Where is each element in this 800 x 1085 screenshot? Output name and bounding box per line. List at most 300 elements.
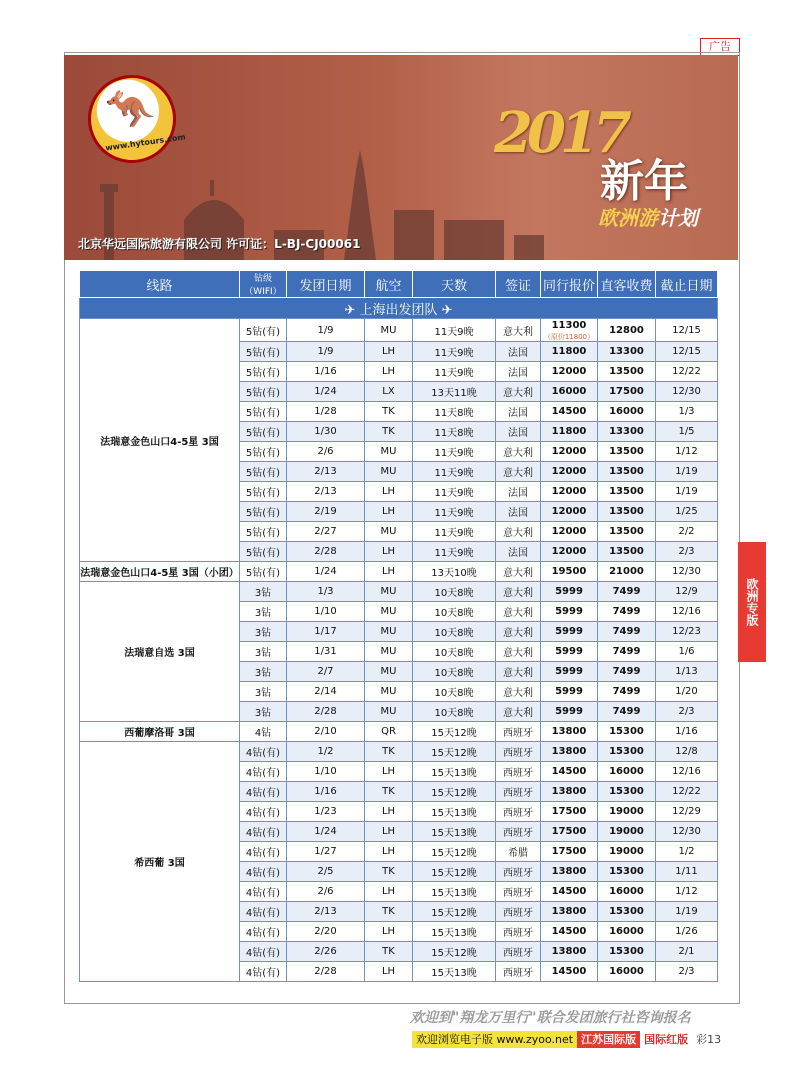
deadline: 12/16 (656, 602, 718, 622)
page-number: 彩13 (696, 1033, 722, 1046)
direct-price: 13500 (598, 462, 656, 482)
airline: LH (365, 362, 413, 382)
visa: 意大利 (496, 642, 541, 662)
deadline: 12/30 (656, 562, 718, 582)
visa: 法国 (496, 542, 541, 562)
duration: 10天8晚 (413, 702, 496, 722)
depart-date: 1/9 (287, 319, 365, 342)
grade: 3钻 (240, 702, 287, 722)
depart-date: 2/28 (287, 702, 365, 722)
deadline: 1/11 (656, 862, 718, 882)
company-logo (88, 75, 187, 163)
visa: 意大利 (496, 382, 541, 402)
direct-price: 15300 (598, 862, 656, 882)
airline: LH (365, 962, 413, 982)
depart-date: 2/13 (287, 902, 365, 922)
airline: MU (365, 622, 413, 642)
banner-plan (598, 202, 698, 231)
grade: 5钻(有) (240, 542, 287, 562)
direct-price: 15300 (598, 942, 656, 962)
duration: 10天8晚 (413, 682, 496, 702)
deadline: 1/2 (656, 842, 718, 862)
duration: 11天8晚 (413, 402, 496, 422)
depart-date: 1/17 (287, 622, 365, 642)
peer-price: 5999 (541, 582, 598, 602)
peer-price: 19500 (541, 562, 598, 582)
airline: LH (365, 502, 413, 522)
airline: TK (365, 402, 413, 422)
peer-price: 13800 (541, 782, 598, 802)
duration: 11天9晚 (413, 482, 496, 502)
table-row[interactable] (80, 742, 718, 762)
direct-price: 15300 (598, 782, 656, 802)
direct-price: 7499 (598, 702, 656, 722)
peer-price: 17500 (541, 802, 598, 822)
visa: 西班牙 (496, 942, 541, 962)
direct-price: 16000 (598, 762, 656, 782)
grade: 5钻(有) (240, 482, 287, 502)
column-header: 线路 (80, 271, 240, 298)
duration: 11天9晚 (413, 362, 496, 382)
airline: MU (365, 582, 413, 602)
deadline: 12/29 (656, 802, 718, 822)
visa: 西班牙 (496, 722, 541, 742)
duration: 11天9晚 (413, 542, 496, 562)
direct-price: 19000 (598, 842, 656, 862)
visa: 西班牙 (496, 742, 541, 762)
grade: 5钻(有) (240, 382, 287, 402)
grade: 5钻(有) (240, 402, 287, 422)
visa: 法国 (496, 402, 541, 422)
airline: TK (365, 942, 413, 962)
grade: 4钻(有) (240, 802, 287, 822)
grade: 3钻 (240, 602, 287, 622)
peer-price: 12000 (541, 522, 598, 542)
banner-year: 2017 (494, 100, 626, 166)
grade: 4钻(有) (240, 822, 287, 842)
grade: 3钻 (240, 682, 287, 702)
visa: 西班牙 (496, 902, 541, 922)
peer-price: 14500 (541, 402, 598, 422)
visa: 西班牙 (496, 862, 541, 882)
grade: 5钻(有) (240, 319, 287, 342)
peer-price: 11800 (541, 342, 598, 362)
depart-date: 2/13 (287, 462, 365, 482)
airline: MU (365, 642, 413, 662)
peer-price: 5999 (541, 602, 598, 622)
visa: 意大利 (496, 442, 541, 462)
depart-date: 2/5 (287, 862, 365, 882)
visa: 希腊 (496, 842, 541, 862)
peer-price: 12000 (541, 502, 598, 522)
airline: LH (365, 882, 413, 902)
deadline: 2/3 (656, 702, 718, 722)
airline: TK (365, 422, 413, 442)
depart-date: 1/28 (287, 402, 365, 422)
deadline: 1/13 (656, 662, 718, 682)
direct-price: 7499 (598, 622, 656, 642)
peer-price: 5999 (541, 642, 598, 662)
direct-price: 16000 (598, 882, 656, 902)
peer-price: 13800 (541, 722, 598, 742)
red-edition-label: 国际红版 (644, 1033, 689, 1046)
deadline: 1/19 (656, 902, 718, 922)
direct-price: 19000 (598, 822, 656, 842)
direct-price: 15300 (598, 722, 656, 742)
duration: 15天12晚 (413, 782, 496, 802)
peer-price: 12000 (541, 482, 598, 502)
section-title: ✈ 上海出发团队 ✈ (80, 298, 718, 319)
route-name[interactable]: 希西葡 3国 (80, 742, 240, 982)
plan-europe: 欧洲游 (598, 206, 658, 230)
airline: LH (365, 342, 413, 362)
peer-price: 13800 (541, 742, 598, 762)
depart-date: 2/10 (287, 722, 365, 742)
direct-price: 12800 (598, 319, 656, 342)
peer-price: 5999 (541, 662, 598, 682)
duration: 11天9晚 (413, 522, 496, 542)
deadline: 1/20 (656, 682, 718, 702)
peer-price: 17500 (541, 842, 598, 862)
deadline: 12/16 (656, 762, 718, 782)
duration: 11天8晚 (413, 422, 496, 442)
deadline: 2/2 (656, 522, 718, 542)
visa: 法国 (496, 502, 541, 522)
airline: MU (365, 602, 413, 622)
airline: MU (365, 442, 413, 462)
duration: 13天11晚 (413, 382, 496, 402)
direct-price: 15300 (598, 742, 656, 762)
airline: LH (365, 922, 413, 942)
deadline: 1/12 (656, 442, 718, 462)
direct-price: 13300 (598, 422, 656, 442)
grade: 5钻(有) (240, 462, 287, 482)
grade: 5钻(有) (240, 422, 287, 442)
peer-price: 12000 (541, 462, 598, 482)
grade: 3钻 (240, 642, 287, 662)
direct-price: 13500 (598, 442, 656, 462)
duration: 15天12晚 (413, 842, 496, 862)
depart-date: 2/7 (287, 662, 365, 682)
grade: 4钻(有) (240, 962, 287, 982)
depart-date: 2/27 (287, 522, 365, 542)
depart-date: 1/16 (287, 362, 365, 382)
depart-date: 1/10 (287, 762, 365, 782)
visa: 意大利 (496, 682, 541, 702)
grade: 3钻 (240, 622, 287, 642)
airline: MU (365, 662, 413, 682)
grade: 5钻(有) (240, 562, 287, 582)
banner-new-year: 新年 (600, 156, 688, 207)
duration: 15天13晚 (413, 882, 496, 902)
edition-label: 江苏国际版 (577, 1031, 640, 1048)
depart-date: 2/20 (287, 922, 365, 942)
peer-price: 14500 (541, 882, 598, 902)
airline: LH (365, 802, 413, 822)
depart-date: 2/26 (287, 942, 365, 962)
peer-price: 13800 (541, 942, 598, 962)
deadline: 12/22 (656, 362, 718, 382)
visa: 法国 (496, 362, 541, 382)
visa: 西班牙 (496, 962, 541, 982)
duration: 11天9晚 (413, 319, 496, 342)
table-header (80, 271, 718, 298)
grade: 4钻(有) (240, 922, 287, 942)
visa: 意大利 (496, 582, 541, 602)
column-header: 签证 (496, 271, 541, 298)
depart-date: 1/2 (287, 742, 365, 762)
deadline: 1/19 (656, 482, 718, 502)
duration: 11天9晚 (413, 442, 496, 462)
visa: 意大利 (496, 702, 541, 722)
airline: TK (365, 782, 413, 802)
airline: MU (365, 319, 413, 342)
grade: 5钻(有) (240, 502, 287, 522)
visa: 西班牙 (496, 922, 541, 942)
column-header: 天数 (413, 271, 496, 298)
column-header: 直客收费 (598, 271, 656, 298)
deadline: 1/25 (656, 502, 718, 522)
visa: 法国 (496, 422, 541, 442)
visa: 意大利 (496, 562, 541, 582)
kangaroo-icon: 🦘 (105, 87, 155, 133)
grade: 4钻(有) (240, 782, 287, 802)
table-row[interactable] (80, 582, 718, 602)
grade: 4钻(有) (240, 742, 287, 762)
airline: TK (365, 742, 413, 762)
depart-date: 1/30 (287, 422, 365, 442)
side-tab-europe[interactable]: 欧洲专版 (738, 542, 766, 662)
duration: 13天10晚 (413, 562, 496, 582)
company-license: 北京华远国际旅游有限公司 许可证：L-BJ-CJ00061 (78, 237, 361, 251)
depart-date: 1/16 (287, 782, 365, 802)
visa: 意大利 (496, 622, 541, 642)
depart-date: 1/24 (287, 562, 365, 582)
visa: 西班牙 (496, 802, 541, 822)
peer-price: 12000 (541, 362, 598, 382)
bottom-bar (412, 1031, 725, 1048)
depart-date: 1/23 (287, 802, 365, 822)
visa: 西班牙 (496, 782, 541, 802)
peer-price: 14500 (541, 962, 598, 982)
deadline: 12/30 (656, 382, 718, 402)
airline: QR (365, 722, 413, 742)
grade: 5钻(有) (240, 522, 287, 542)
visa: 意大利 (496, 462, 541, 482)
route-name[interactable]: 西葡摩洛哥 3国 (80, 722, 240, 742)
duration: 15天13晚 (413, 922, 496, 942)
grade: 5钻(有) (240, 362, 287, 382)
peer-price: 12000 (541, 442, 598, 462)
airline: MU (365, 682, 413, 702)
airline: TK (365, 862, 413, 882)
deadline: 1/6 (656, 642, 718, 662)
direct-price: 21000 (598, 562, 656, 582)
direct-price: 13500 (598, 542, 656, 562)
airline: LH (365, 542, 413, 562)
duration: 11天9晚 (413, 462, 496, 482)
table-row[interactable] (80, 562, 718, 582)
grade: 4钻(有) (240, 842, 287, 862)
deadline: 1/16 (656, 722, 718, 742)
footer-slogan: 欢迎到"翔龙万里行"联合发团旅行社咨询报名 (410, 1010, 691, 1026)
direct-price: 13500 (598, 522, 656, 542)
depart-date: 2/14 (287, 682, 365, 702)
direct-price: 15300 (598, 902, 656, 922)
depart-date: 2/19 (287, 502, 365, 522)
plan-word: 计划 (658, 206, 698, 230)
visa: 意大利 (496, 662, 541, 682)
duration: 10天8晚 (413, 602, 496, 622)
original-price-note: （原价11800） (543, 333, 595, 341)
grade: 4钻(有) (240, 762, 287, 782)
duration: 11天9晚 (413, 342, 496, 362)
column-header: 航空 (365, 271, 413, 298)
direct-price: 13300 (598, 342, 656, 362)
visa: 西班牙 (496, 822, 541, 842)
duration: 15天13晚 (413, 962, 496, 982)
route-name[interactable]: 法瑞意自选 3国 (80, 582, 240, 722)
visa: 意大利 (496, 319, 541, 342)
logo-url: www.hytours.com (104, 132, 187, 153)
depart-date: 1/24 (287, 822, 365, 842)
direct-price: 13500 (598, 502, 656, 522)
route-name[interactable]: 法瑞意金色山口4-5星 3国（小团） (80, 562, 240, 582)
grade: 5钻(有) (240, 342, 287, 362)
duration: 10天8晚 (413, 622, 496, 642)
duration: 15天13晚 (413, 822, 496, 842)
deadline: 12/30 (656, 822, 718, 842)
deadline: 12/23 (656, 622, 718, 642)
depart-date: 2/28 (287, 542, 365, 562)
airline: LX (365, 382, 413, 402)
deadline: 12/8 (656, 742, 718, 762)
grade: 4钻(有) (240, 902, 287, 922)
table-row[interactable] (80, 722, 718, 742)
peer-price: 5999 (541, 622, 598, 642)
visa: 意大利 (496, 602, 541, 622)
direct-price: 7499 (598, 682, 656, 702)
deadline: 12/15 (656, 319, 718, 342)
direct-price: 16000 (598, 922, 656, 942)
direct-price: 17500 (598, 382, 656, 402)
peer-price: 5999 (541, 682, 598, 702)
deadline: 1/12 (656, 882, 718, 902)
direct-price: 7499 (598, 642, 656, 662)
airline: TK (365, 902, 413, 922)
peer-price: 14500 (541, 922, 598, 942)
ad-label: 广告 (700, 38, 740, 56)
peer-price: 5999 (541, 702, 598, 722)
airline: MU (365, 462, 413, 482)
grade: 4钻(有) (240, 862, 287, 882)
direct-price: 13500 (598, 362, 656, 382)
column-header: 截止日期 (656, 271, 718, 298)
column-header: 发团日期 (287, 271, 365, 298)
browse-link[interactable]: 欢迎浏览电子版 www.zyoo.net (412, 1031, 577, 1048)
direct-price: 19000 (598, 802, 656, 822)
direct-price: 13500 (598, 482, 656, 502)
duration: 15天12晚 (413, 862, 496, 882)
direct-price: 7499 (598, 662, 656, 682)
grade: 3钻 (240, 662, 287, 682)
airline: LH (365, 842, 413, 862)
airline: LH (365, 482, 413, 502)
depart-date: 2/6 (287, 442, 365, 462)
duration: 15天12晚 (413, 902, 496, 922)
depart-date: 2/6 (287, 882, 365, 902)
grade: 5钻(有) (240, 442, 287, 462)
duration: 15天12晚 (413, 742, 496, 762)
airline: MU (365, 702, 413, 722)
column-header: 钻级（WIFI） (240, 271, 287, 298)
depart-date: 1/10 (287, 602, 365, 622)
direct-price: 7499 (598, 582, 656, 602)
deadline: 12/22 (656, 782, 718, 802)
duration: 15天13晚 (413, 802, 496, 822)
depart-date: 2/28 (287, 962, 365, 982)
peer-price: 17500 (541, 822, 598, 842)
grade: 4钻(有) (240, 882, 287, 902)
visa: 法国 (496, 342, 541, 362)
column-header: 同行报价 (541, 271, 598, 298)
duration: 11天9晚 (413, 502, 496, 522)
duration: 15天13晚 (413, 762, 496, 782)
airline: MU (365, 522, 413, 542)
deadline: 1/26 (656, 922, 718, 942)
peer-price: 16000 (541, 382, 598, 402)
duration: 10天8晚 (413, 662, 496, 682)
depart-date: 2/13 (287, 482, 365, 502)
section-row (80, 298, 718, 319)
duration: 10天8晚 (413, 582, 496, 602)
route-table (79, 270, 718, 982)
deadline: 12/15 (656, 342, 718, 362)
grade: 4钻 (240, 722, 287, 742)
peer-price: 11300 （原价11800） (541, 319, 598, 342)
deadline: 2/1 (656, 942, 718, 962)
duration: 15天12晚 (413, 722, 496, 742)
table-row[interactable] (80, 319, 718, 342)
airline: LH (365, 822, 413, 842)
route-name[interactable]: 法瑞意金色山口4-5星 3国 (80, 319, 240, 562)
deadline: 2/3 (656, 542, 718, 562)
direct-price: 16000 (598, 402, 656, 422)
peer-price: 14500 (541, 762, 598, 782)
deadline: 1/3 (656, 402, 718, 422)
peer-price: 11800 (541, 422, 598, 442)
deadline: 2/3 (656, 962, 718, 982)
duration: 15天12晚 (413, 942, 496, 962)
peer-price: 12000 (541, 542, 598, 562)
deadline: 12/9 (656, 582, 718, 602)
depart-date: 1/31 (287, 642, 365, 662)
direct-price: 7499 (598, 602, 656, 622)
grade: 4钻(有) (240, 942, 287, 962)
visa: 西班牙 (496, 882, 541, 902)
direct-price: 16000 (598, 962, 656, 982)
depart-date: 1/3 (287, 582, 365, 602)
peer-price: 13800 (541, 862, 598, 882)
visa: 意大利 (496, 522, 541, 542)
depart-date: 1/27 (287, 842, 365, 862)
depart-date: 1/9 (287, 342, 365, 362)
duration: 10天8晚 (413, 642, 496, 662)
visa: 法国 (496, 482, 541, 502)
grade: 3钻 (240, 582, 287, 602)
peer-price: 13800 (541, 902, 598, 922)
airline: LH (365, 562, 413, 582)
